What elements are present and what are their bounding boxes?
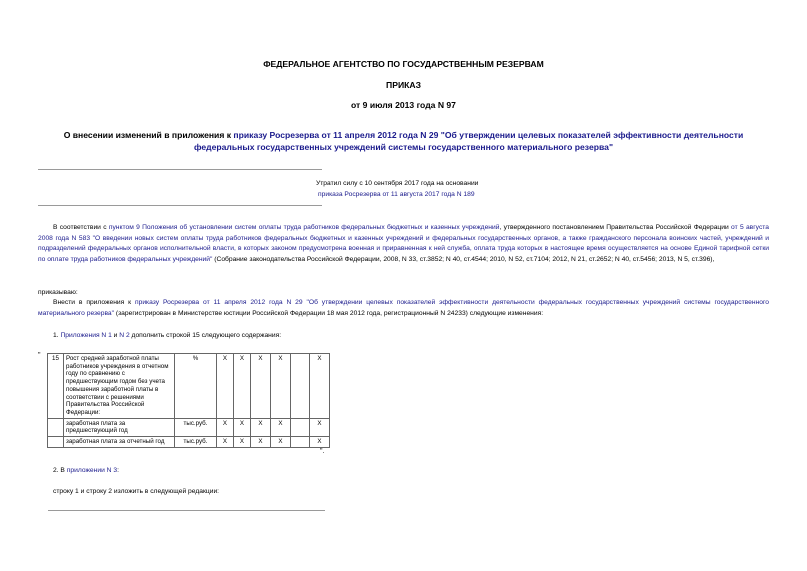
preamble-text-1: В соответствии с <box>53 224 109 231</box>
mark-cell: X <box>310 437 330 448</box>
table-row <box>48 418 330 436</box>
open-quote: " <box>38 352 41 359</box>
mark-cell <box>291 354 310 419</box>
clause-text-1: Внести в приложения к <box>53 299 135 306</box>
item-2 <box>53 466 119 477</box>
row-number-cell: 15 <box>48 354 64 419</box>
unit-cell: тыс.руб. <box>175 418 217 436</box>
clause-text-2: (зарегистрирован в Министерстве юстиции Российской Федерации 18 мая 2012 года, регистрационный N 24233) следующие изменения: <box>114 309 544 317</box>
title-link-line2[interactable]: федеральных государственных учреждений системы государственного материального резерва" <box>193 141 614 152</box>
indicator-name-cell: Рост средней заработной платы работников учреждения в отчетном году по сравнению с предшествующим годом без учета повышения заработной платы в соответствии с решениями Правительства Российской Федерации: <box>64 354 175 419</box>
indicator-name-cell: заработная плата за предшествующий год <box>64 418 175 436</box>
indicator-table <box>47 353 330 448</box>
mark-cell: X <box>217 354 234 419</box>
separator-rule-bottom <box>38 205 322 206</box>
mark-cell: X <box>310 418 330 436</box>
mark-cell: X <box>271 437 291 448</box>
mark-cell: X <box>251 354 271 419</box>
item-1-rest: дополнить строкой 15 следующего содержания: <box>129 332 282 339</box>
table-row <box>48 354 330 419</box>
indicator-name-cell: заработная плата за отчетный год <box>64 437 175 448</box>
item-1 <box>53 331 281 342</box>
preamble-link-2[interactable]: от 5 августа 2008 года N 583 "О введении новых систем оплаты труда работников федеральных бюджетных и казенных учреждений и федеральных государственных органов, а также гражданского персонала воинских частей, учреждений и подразделений федеральных органов исполнительной власти, в которых законом предусмотрена военная и приравненная к ней служба, оплата труда которых в настоящее время осуществляется на основе Единой тарифной сетки по оплате труда работников федеральных учреждений" <box>38 224 769 263</box>
mark-cell <box>291 418 310 436</box>
item-1-link-b[interactable]: N 2 <box>119 332 130 339</box>
document-title <box>0 130 807 153</box>
mark-cell: X <box>234 437 251 448</box>
status-text: Утратил силу с 10 сентября 2017 года на основании <box>316 180 479 187</box>
preamble-paragraph <box>38 223 769 265</box>
row-number-cell <box>48 437 64 448</box>
item-2-link[interactable]: приложении N 3 <box>66 467 118 474</box>
clause-paragraph <box>38 298 769 319</box>
doc-date-heading: от 9 июля 2013 года N 97 <box>351 100 456 110</box>
mark-cell <box>291 437 310 448</box>
unit-cell: % <box>175 354 217 419</box>
mark-cell: X <box>271 418 291 436</box>
mark-cell: X <box>251 418 271 436</box>
clause-link[interactable]: приказу Росрезерва от 11 апреля 2012 года N 29 "Об утверждении целевых показателей эффективности деятельности федеральных государственных учреждений системы государственного материального резерва" <box>38 299 769 317</box>
close-quote: ". <box>320 448 325 455</box>
unit-cell: тыс.руб. <box>175 437 217 448</box>
status-note <box>316 179 616 200</box>
item-1-mid: и <box>111 332 120 339</box>
title-prefix: О внесении изменений в приложения к <box>63 130 234 140</box>
agency-heading: ФЕДЕРАЛЬНОЕ АГЕНТСТВО ПО ГОСУДАРСТВЕННЫМ РЕЗЕРВАМ <box>263 59 544 69</box>
mark-cell: X <box>217 418 234 436</box>
status-link[interactable]: приказа Росрезерва от 11 августа 2017 года N 189 <box>318 190 475 198</box>
title-link-line1[interactable]: приказу Росрезерва от 11 апреля 2012 года N 29 "Об утверждении целевых показателей эффективности деятельности <box>233 130 744 140</box>
preamble-text-2: , утвержденного постановлением Правительства Российской Федерации <box>499 224 732 231</box>
item-1-link-a[interactable]: Приложения N 1 <box>60 332 112 339</box>
item-2-text: строку 1 и строку 2 изложить в следующей редакции: <box>53 488 220 495</box>
mark-cell: X <box>217 437 234 448</box>
row-number-cell <box>48 418 64 436</box>
item-2-rest: : <box>117 467 119 474</box>
mark-cell: X <box>310 354 330 419</box>
order-word: приказываю: <box>38 289 78 296</box>
preamble-text-3: (Собрание законодательства Российской Федерации, 2008, N 33, ст.3852; N 40, ст.4544; 2010, N 52, ст.7104; 2012, N 21, ст.2652; N 40, ст.5456; 2013, N 5, ст.396), <box>212 255 715 263</box>
mark-cell: X <box>271 354 291 419</box>
mark-cell: X <box>251 437 271 448</box>
separator-rule-top <box>38 169 322 170</box>
separator-rule-end <box>48 510 325 511</box>
item-1-number: 1. <box>53 332 61 339</box>
item-2-number: 2. В <box>53 467 67 474</box>
doc-type-heading: ПРИКАЗ <box>386 80 421 90</box>
preamble-link-1[interactable]: пунктом 9 Положения об установлении систем оплаты труда работников федеральных бюджетных и казенных учреждений <box>108 224 500 231</box>
mark-cell: X <box>234 418 251 436</box>
mark-cell: X <box>234 354 251 419</box>
table-row <box>48 437 330 448</box>
